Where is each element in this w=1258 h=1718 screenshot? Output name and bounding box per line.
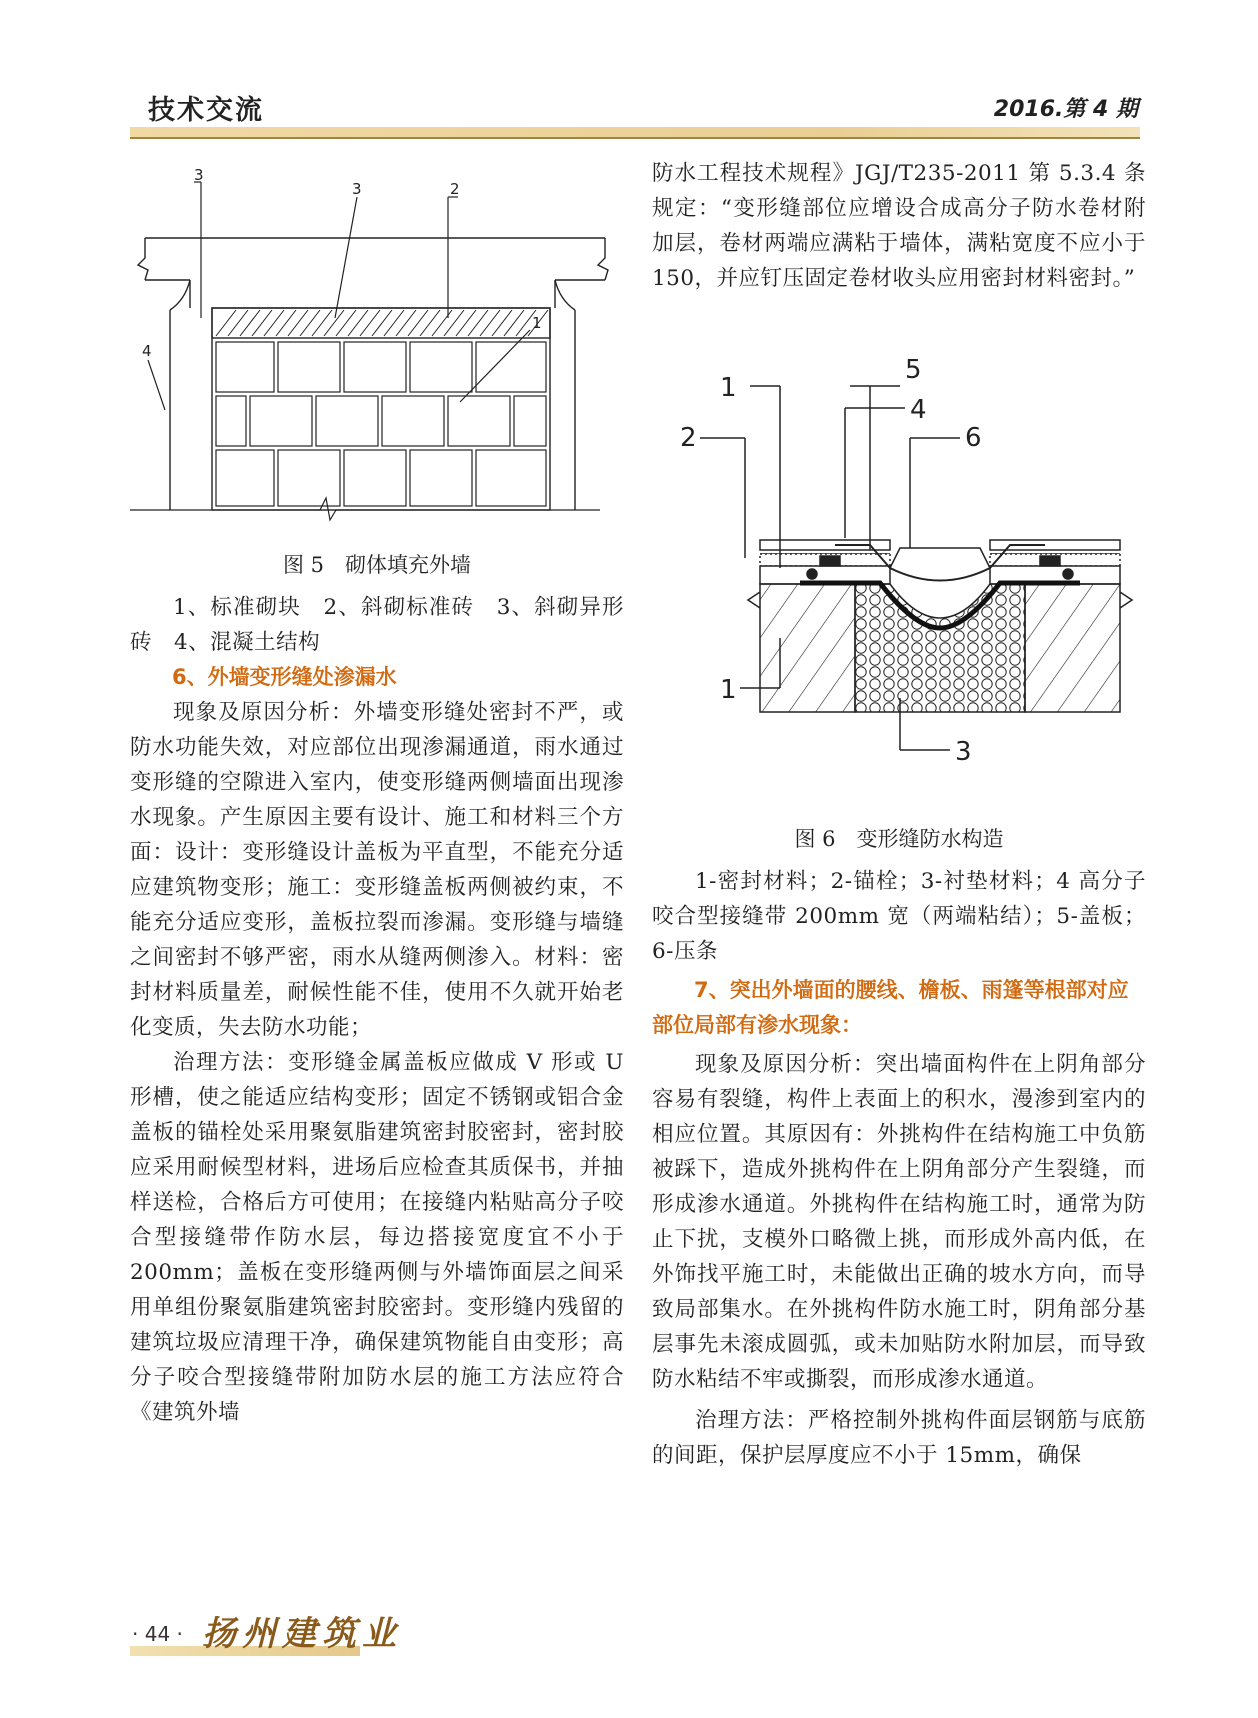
fig5-callout: 1 xyxy=(532,314,542,332)
section-6-paragraph-2: 治理方法：变形缝金属盖板应做成 V 形或 U 形槽，使之能适应结构变形；固定不锈钢或铝合金盖板的锚栓处采用聚氨脂建筑密封胶密封，密封胶应采用耐候型材料，进场后应检查其质保书，并抽样送检，合格后方可使用；在接缝内粘贴高分子咬合型接缝带作防水层，每边搭接宽度宜不小于 200mm；盖板在变形缝两侧与外墙饰面层之间采用单组份聚氨脂建筑密封胶密封。变形缝内残留的建筑垃圾应清理干净，确保建筑物能自由变形；高分子咬合型接缝带附加防水层的施工方法应符合《建筑外墙 xyxy=(130,1050,624,1425)
header-rule xyxy=(130,127,1140,139)
fig6-callout: 4 xyxy=(910,395,927,425)
page-number: · 44 · xyxy=(132,1622,183,1646)
fig6-callout: 3 xyxy=(955,737,972,767)
fig6-callout: 1 xyxy=(720,373,737,403)
section-6-heading: 6、外墙变形缝处渗漏水 xyxy=(172,665,397,689)
section-title: 技术交流 xyxy=(148,95,264,126)
figure-5-legend: 1、标准砌块 2、斜砌标准砖 3、斜砌异形砖 4、混凝土结构 xyxy=(130,595,624,655)
section-7-paragraph-2: 治理方法：严格控制外挑构件面层钢筋与底筋的间距，保护层厚度应不小于 15mm，确保 xyxy=(652,1408,1146,1468)
fig5-callout: 4 xyxy=(142,342,152,360)
section-7-paragraph-1: 现象及原因分析：突出墙面构件在上阴角部分容易有裂缝，构件上表面上的积水，漫渗到室内的相应位置。其原因有：外挑构件在结构施工中负筋被踩下，造成外挑构件在上阴角部分产生裂缝，而形成渗水通道。外挑构件在结构施工时，通常为防止下扰，支模外口略微上挑，而形成外高内低，在外饰找平施工时，未能做出正确的坡水方向，而导致局部集水。在外挑构件防水施工时，阴角部分基层事先未滚成圆弧，或未加贴防水附加层，而导致防水粘结不牢或撕裂，而形成渗水通道。 xyxy=(652,1052,1146,1392)
fig6-callout: 2 xyxy=(680,423,697,453)
figure-6-joint-detail xyxy=(680,355,1120,808)
fig6-callout: 1 xyxy=(720,675,737,705)
section-6-paragraph-1: 现象及原因分析：外墙变形缝处密封不严，或防水功能失效，对应部位出现渗漏通道，雨水通过变形缝的空隙进入室内，使变形缝两侧墙面出现渗水现象。产生原因主要有设计、施工和材料三个方面：设计：变形缝设计盖板为平直型，不能充分适应建筑物变形；施工：变形缝盖板两侧被约束，不能充分适应变形，盖板拉裂而渗漏。变形缝与墙缝之间密封不够严密，雨水从缝两侧渗入。材料：密封材料质量差，耐候性能不佳，使用不久就开始老化变质，失去防水功能； xyxy=(130,700,624,1040)
journal-logo: 扬州建筑业 xyxy=(202,1614,402,1654)
figure-6-caption: 图 6 变形缝防水构造 xyxy=(794,827,1004,851)
fig5-callout: 2 xyxy=(450,180,460,198)
section-7-heading: 7、突出外墙面的腰线、檐板、雨篷等根部对应部位局部有渗水现象： xyxy=(652,978,1129,1037)
fig5-callout: 3 xyxy=(352,180,362,198)
fig6-callout: 5 xyxy=(905,355,922,385)
fig5-callout: 3 xyxy=(194,166,204,184)
figure-5-masonry-wall xyxy=(130,166,630,530)
right-continuation-paragraph: 防水工程技术规程》JGJ/T235-2011 第 5.3.4 条规定：“变形缝部位应增设合成高分子防水卷材附加层，卷材两端应满粘于墙体，满粘宽度不应小于 150，并应钉压固定卷材收头应用密封材料密封。” xyxy=(652,161,1146,291)
issue-label: 2016.第 4 期 xyxy=(993,97,1138,122)
figure-5-caption: 图 5 砌体填充外墙 xyxy=(282,553,472,577)
figure-6-legend: 1-密封材料；2-锚栓；3-衬垫材料；4 高分子咬合型接缝带 200mm 宽（两端粘结）；5-盖板；6-压条 xyxy=(652,869,1146,964)
fig6-callout: 6 xyxy=(965,423,982,453)
